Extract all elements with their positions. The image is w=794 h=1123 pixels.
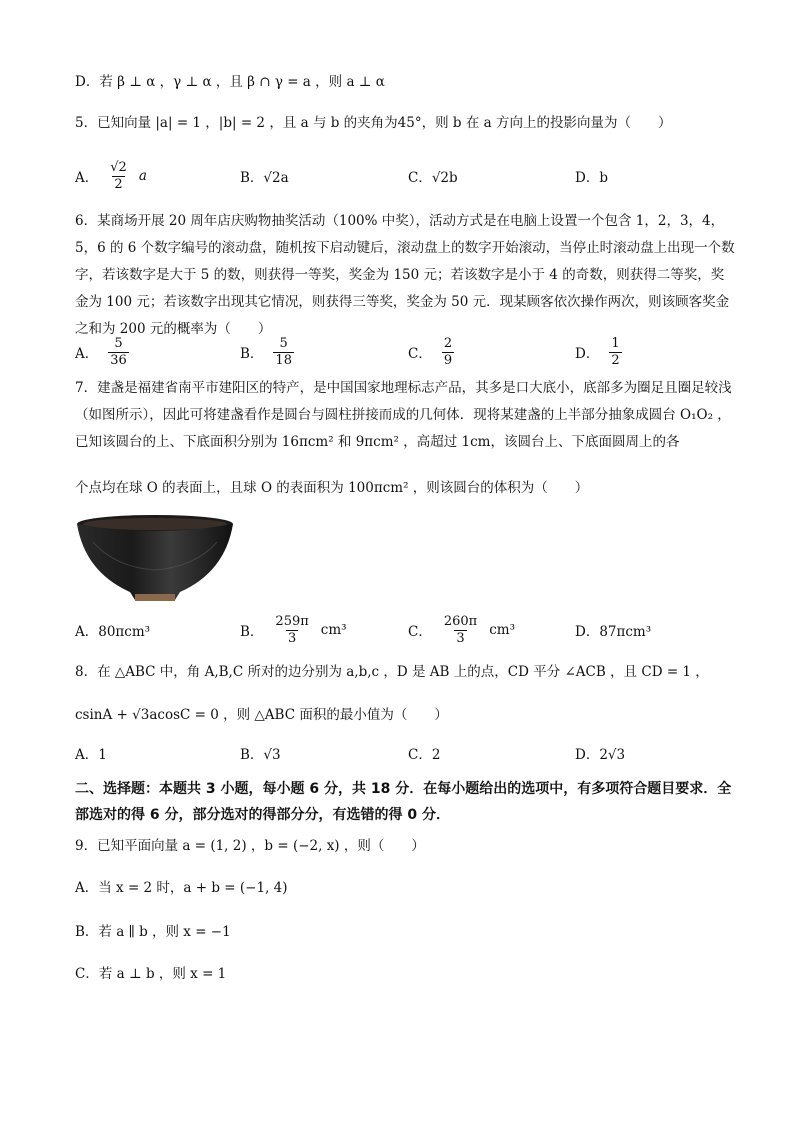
q9-option-a: A．当 x = 2 时，a + b = (−1, 4) (75, 880, 288, 896)
q4-option-d: D．若 β ⊥ α ，γ ⊥ α ，且 β ∩ γ = a ，则 a ⊥ α (75, 74, 385, 90)
q8-stem-part2: csinA + √3acosC = 0 ，则 △ABC 面积的最小值为（ ） (75, 707, 448, 723)
section-2-heading: 二、选择题：本题共 3 小题，每小题 6 分，共 18 分．在每小题给出的选项中，有多项符合题目要求．全部选对的得 6 分，部分选对的得部分分，有选错的得 0 分． (75, 781, 732, 823)
q8-option-c: C．2 (408, 747, 441, 763)
q6-option-b: B． $\frac{5}{18}$ (240, 335, 292, 368)
q6-option-c: C． $\frac{2}{9}$ (408, 335, 453, 368)
jianzhan-bowl-image (75, 512, 235, 604)
fraction: $\frac{√2}{2}$ (110, 159, 127, 192)
fraction: $\frac{259\pi}{3}$ (275, 613, 309, 646)
q8-option-d: D．2√3 (575, 747, 626, 763)
fraction: $\frac{5}{36}$ (110, 335, 127, 368)
q5-option-a: A． $\frac{√2}{2}$ a (75, 159, 147, 192)
q6-option-d: D． $\frac{1}{2}$ (575, 335, 620, 368)
q8-option-a: A．1 (75, 747, 107, 763)
q5-option-c: C．√2b (408, 170, 458, 186)
q7-option-c: C． $\frac{260\pi}{3}$ cm³ (408, 613, 515, 646)
fraction: $\frac{5}{18}$ (275, 335, 292, 368)
q5-options (75, 156, 735, 196)
q7-options (75, 610, 735, 650)
q9-option-b: B．若 a ∥ b ，则 x = −1 (75, 924, 231, 940)
q7-stem-part1: 7．建盏是福建省南平市建阳区的特产，是中国国家地理标志产品，其多是口大底小，底部多为圈足且圈足较浅（如图所示），因此可将建盏看作是圆台与圆柱拼接而成的几何体．现将某建盏的上半部分抽象成圆台 O₁O₂ ，已知该圆台的上、下底面积分别为 16πcm² 和 9πcm² ，高超过 1cm，该圆台上、下底面圆周上的各 (75, 380, 732, 450)
q8-stem-part1: 8．在 △ABC 中，角 A,B,C 所对的边分别为 a,b,c ，D 是 AB 上的点，CD 平分 ∠ACB ，且 CD = 1 ， (75, 664, 709, 680)
q7-stem-part2: 个点均在球 O 的表面上，且球 O 的表面积为 100πcm² ，则该圆台的体积为（ ） (75, 480, 589, 496)
q6-option-a: A． $\frac{5}{36}$ (75, 335, 127, 368)
q5-option-b: B．√2a (240, 170, 289, 186)
q7-option-d: D．87πcm³ (575, 624, 652, 640)
q6-stem: 6．某商场开展 20 周年店庆购物抽奖活动（100% 中奖），活动方式是在电脑上设置一个包含 1，2，3，4，5，6 的 6 个数字编号的滚动盘，随机按下启动键后，滚动盘上的数字开始滚动，当停止时滚动盘上出现一个数字，若该数字是大于 5 的数，则获得一等奖，奖金为 150 元；若该数字是小于 4 的奇数，则获得二等奖，奖金为 100 元；若该数字出现其它情况，则获得三等奖，奖金为 50 元．现某顾客依次操作两次，则该顾客奖金之和为 200 元的概率为（ ） (75, 213, 735, 337)
q9-stem: 9．已知平面向量 a = (1, 2) ，b = (−2, x) ，则（ ） (75, 838, 425, 854)
q9-option-c: C．若 a ⊥ b ，则 x = 1 (75, 966, 227, 982)
q7-option-b: B． $\frac{259\pi}{3}$ cm³ (240, 613, 347, 646)
q8-options (75, 733, 735, 773)
q5-stem: 5．已知向量 |a| = 1 ，|b| = 2 ，且 a 与 b 的夹角为45°，则 b 在 a 方向上的投影向量为（ ） (75, 115, 672, 131)
fraction: $\frac{1}{2}$ (611, 335, 620, 368)
fraction: $\frac{2}{9}$ (443, 335, 453, 368)
q7-option-a: A．80πcm³ (75, 624, 151, 640)
fraction: $\frac{260\pi}{3}$ (443, 613, 478, 646)
q5-option-d: D．b (575, 170, 608, 186)
q8-option-b: B．√3 (240, 747, 281, 763)
q6-options (75, 332, 735, 372)
